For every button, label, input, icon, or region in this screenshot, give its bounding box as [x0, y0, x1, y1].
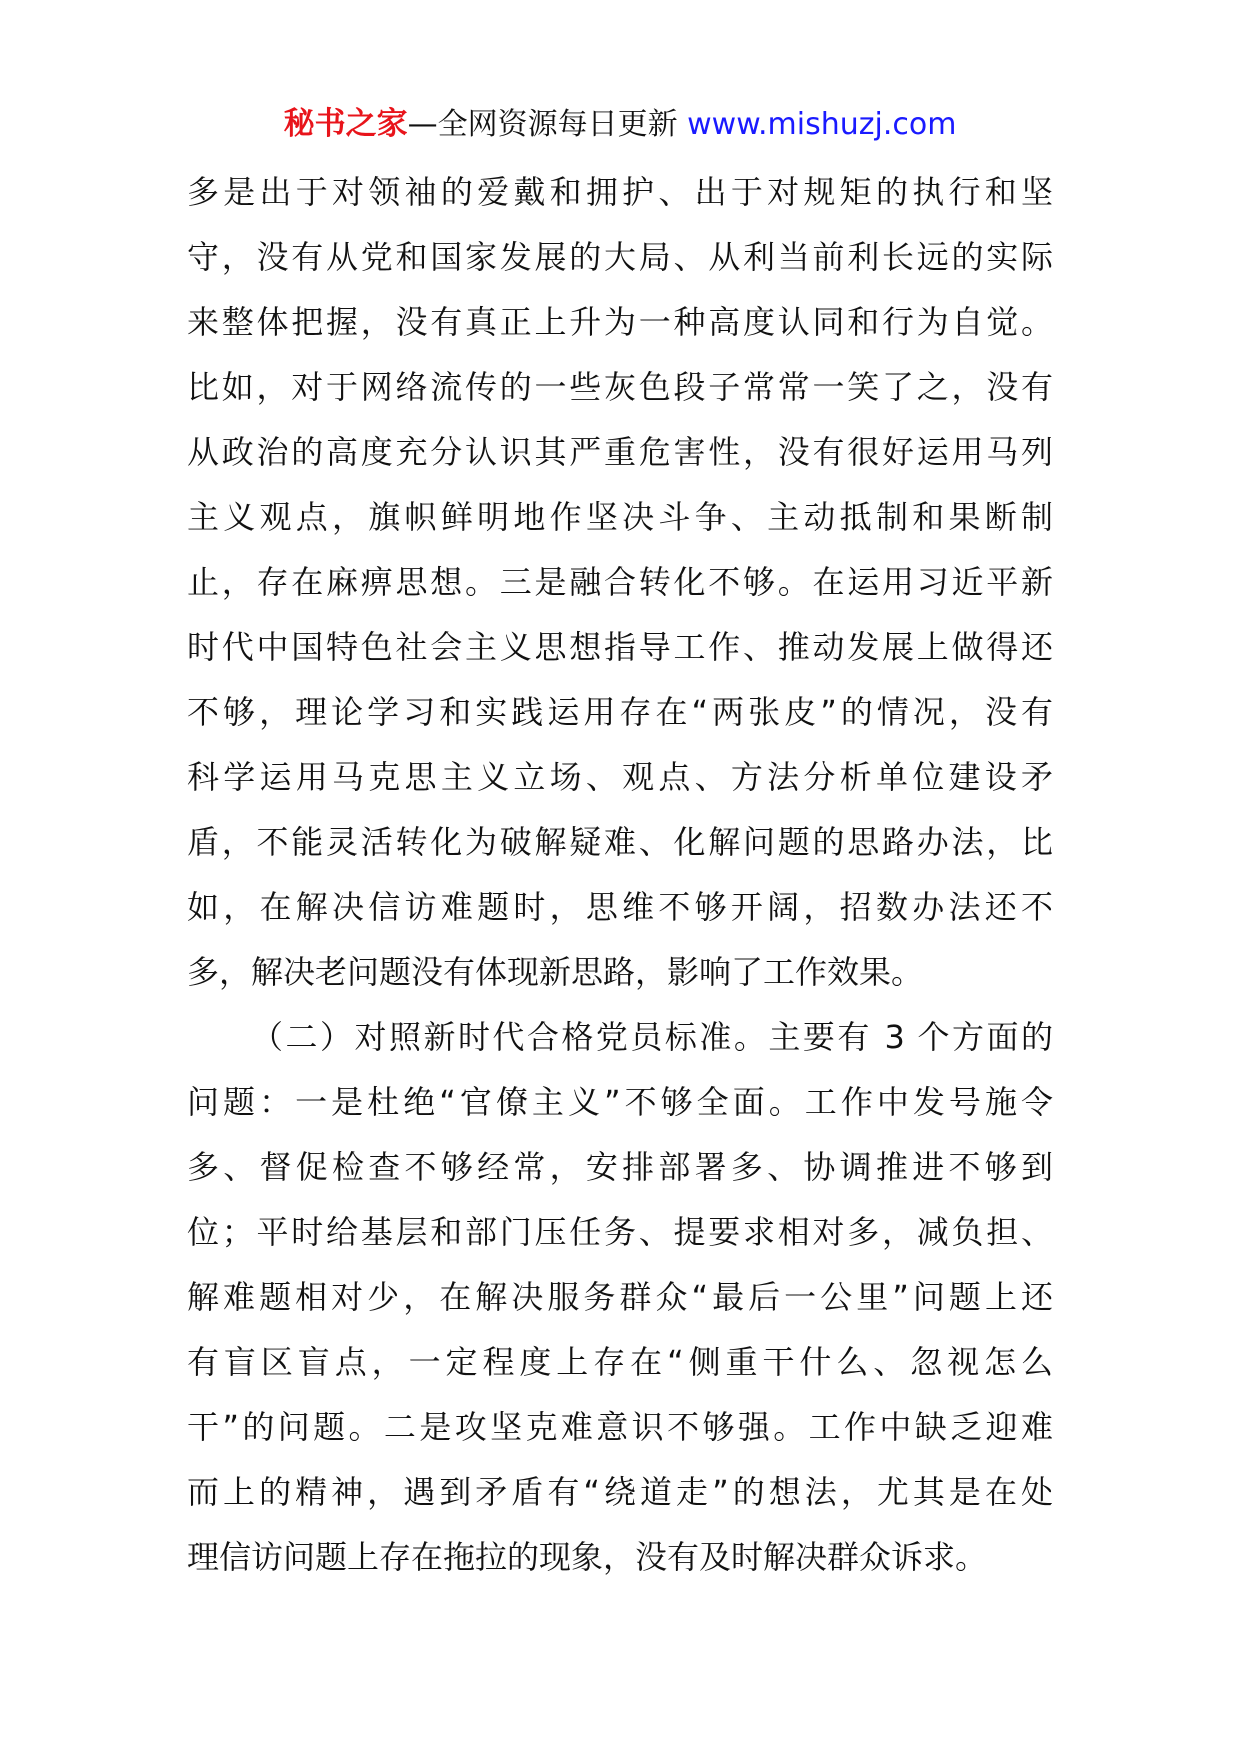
body-line: 比如，对于网络流传的一些灰色段子常常一笑了之，没有	[187, 368, 1053, 406]
body-line: 时代中国特色社会主义思想指导工作、推动发展上做得还	[187, 628, 1053, 666]
body-line: 有盲区盲点，一定程度上存在“侧重干什么、忽视怎么	[187, 1343, 1053, 1381]
body-line: 止，存在麻痹思想。三是融合转化不够。在运用习近平新	[187, 563, 1053, 601]
body-line: 理信访问题上存在拖拉的现象，没有及时解决群众诉求。	[187, 1538, 988, 1576]
body-line: 而上的精神，遇到矛盾有“绕道走”的想法，尤其是在处	[187, 1473, 1053, 1511]
header-tagline: —全网资源每日更新	[407, 107, 678, 142]
document-body	[187, 160, 1053, 1590]
body-line: 位；平时给基层和部门压任务、提要求相对多，减负担、	[187, 1213, 1053, 1251]
body-line: 主义观点，旗帜鲜明地作坚决斗争、主动抵制和果断制	[187, 498, 1053, 536]
header-brand: 秘书之家	[283, 106, 408, 142]
section-heading-line: （二）对照新时代合格党员标准。主要有 3 个方面的	[251, 1018, 1053, 1056]
body-line: 多，解决老问题没有体现新思路，影响了工作效果。	[187, 953, 924, 991]
body-line: 来整体把握，没有真正上升为一种高度认同和行为自觉。	[187, 303, 1053, 341]
body-line: 干”的问题。二是攻坚克难意识不够强。工作中缺乏迎难	[187, 1408, 1053, 1446]
body-line: 如，在解决信访难题时，思维不够开阔，招数办法还不	[187, 888, 1053, 926]
body-line: 解难题相对少，在解决服务群众“最后一公里”问题上还	[187, 1278, 1053, 1316]
body-line: 多、督促检查不够经常，安排部署多、协调推进不够到	[187, 1148, 1053, 1186]
body-line: 不够，理论学习和实践运用存在“两张皮”的情况，没有	[187, 693, 1053, 731]
body-line: 科学运用马克思主义立场、观点、方法分析单位建设矛	[187, 758, 1053, 796]
body-line: 问题：一是杜绝“官僚主义”不够全面。工作中发号施令	[187, 1083, 1053, 1121]
body-line: 多是出于对领袖的爱戴和拥护、出于对规矩的执行和坚	[187, 173, 1053, 211]
body-line: 守，没有从党和国家发展的大局、从利当前利长远的实际	[187, 238, 1053, 276]
body-line: 从政治的高度充分认识其严重危害性，没有很好运用马列	[187, 433, 1053, 471]
header-url-link[interactable]: www.mishuzj.com	[687, 107, 957, 142]
page-header	[0, 100, 1240, 149]
body-line: 盾，不能灵活转化为破解疑难、化解问题的思路办法，比	[187, 823, 1053, 861]
